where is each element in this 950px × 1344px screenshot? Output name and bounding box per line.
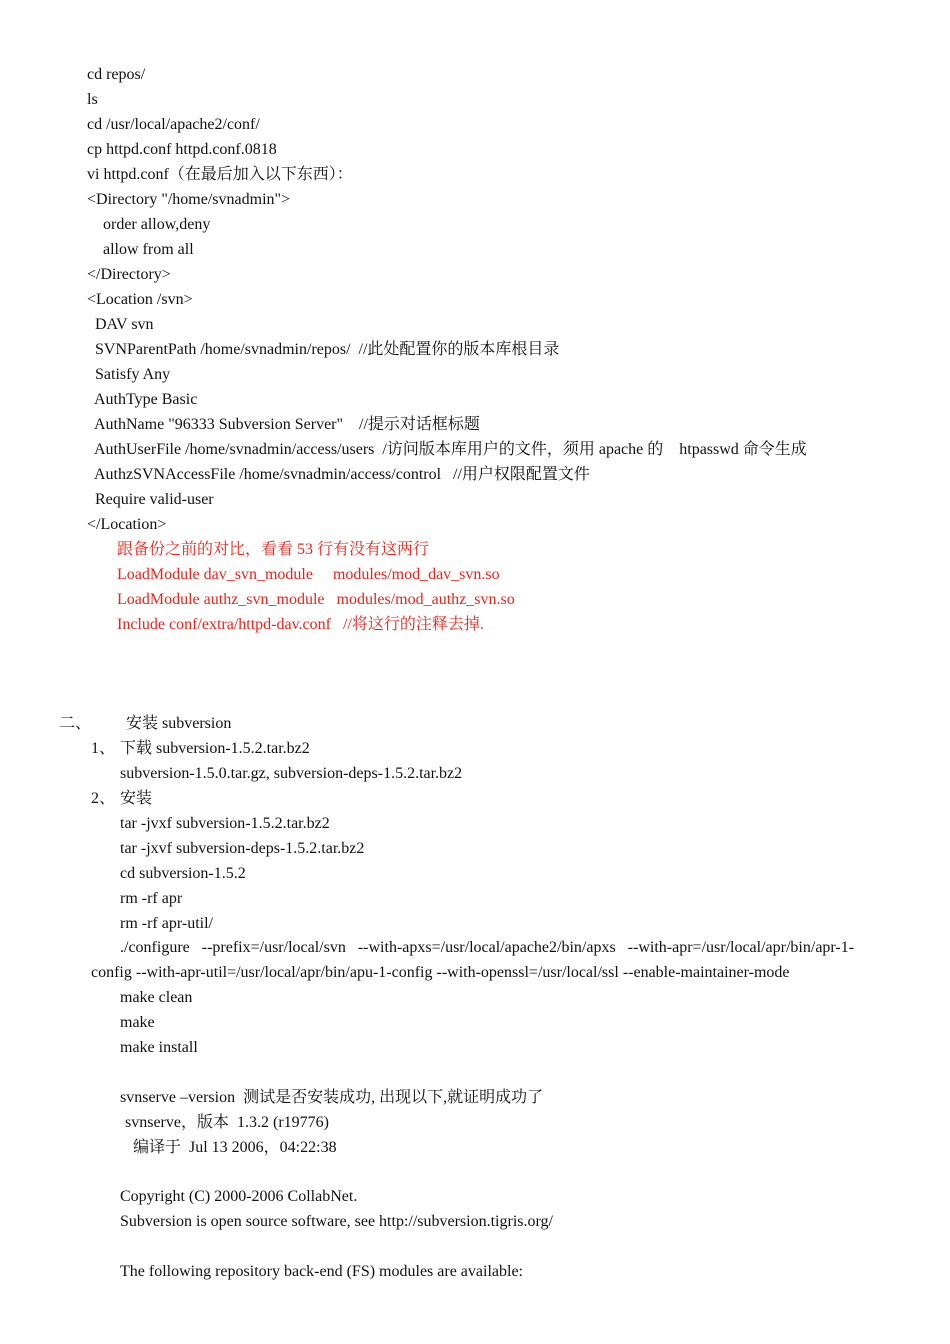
step-number: 1、 <box>91 740 116 757</box>
config-line: order allow,deny <box>103 216 211 233</box>
config-line: Satisfy Any <box>95 366 171 383</box>
step-title: 下载 subversion-1.5.2.tar.bz2 <box>120 740 310 757</box>
cmd-line: cd subversion-1.5.2 <box>120 865 246 882</box>
note-line: 跟备份之前的对比，看看 53 行有没有这两行 <box>117 541 430 558</box>
section-title: 安装 subversion <box>126 715 232 732</box>
cmd-line: rm -rf apr-util/ <box>120 915 213 932</box>
copyright-line: Copyright (C) 2000-2006 CollabNet. <box>120 1188 358 1205</box>
config-line: SVNParentPath /home/svnadmin/repos/ //此处配置你的版本库根目录 <box>95 341 560 358</box>
note-line: LoadModule authz_svn_module modules/mod_authz_svn.so <box>117 591 515 608</box>
cmd-line: tar -jxvf subversion-deps-1.5.2.tar.bz2 <box>120 840 365 857</box>
cmd-line: cd /usr/local/apache2/conf/ <box>87 116 260 133</box>
note-line: Include conf/extra/httpd-dav.conf //将这行的注释去掉. <box>117 616 484 633</box>
cmd-line: make install <box>120 1039 198 1056</box>
cmd-line: cd repos/ <box>87 66 146 83</box>
config-line: AuthName "96333 Subversion Server" //提示对话框标题 <box>94 416 480 433</box>
version-output: 编译于 Jul 13 2006，04:22:38 <box>133 1139 337 1156</box>
opensource-line: Subversion is open source software, see http://subversion.tigris.org/ <box>120 1213 553 1230</box>
version-output: svnserve，版本 1.3.2 (r19776) <box>125 1114 329 1131</box>
config-line: allow from all <box>103 241 194 258</box>
modules-line: The following repository back-end (FS) modules are available: <box>120 1263 523 1280</box>
note-line: LoadModule dav_svn_module modules/mod_dav_svn.so <box>117 566 500 583</box>
cmd-line: vi httpd.conf（在最后加入以下东西）： <box>87 166 353 183</box>
config-line: </Directory> <box>87 266 171 283</box>
version-cmd: svnserve –version 测试是否安装成功, 出现以下,就证明成功了 <box>120 1089 544 1106</box>
config-line: DAV svn <box>95 316 154 333</box>
cmd-line: rm -rf apr <box>120 890 183 907</box>
config-line: Require valid-user <box>95 491 214 508</box>
config-line: AuthUserFile /home/svnadmin/access/users /访问版本库用户的文件，须用 apache 的 htpasswd 命令生成 <box>94 441 807 458</box>
config-line: AuthType Basic <box>94 391 198 408</box>
cmd-line: make <box>120 1014 155 1031</box>
cmd-line: make clean <box>120 989 193 1006</box>
step-number: 2、 <box>91 790 116 807</box>
configure-line: config --with-apr-util=/usr/local/apr/bin/apu-1-config --with-openssl=/usr/local/ssl --enable-maintainer-mode <box>91 964 790 981</box>
cmd-line: cp httpd.conf httpd.conf.0818 <box>87 141 277 158</box>
cmd-line: tar -jvxf subversion-1.5.2.tar.bz2 <box>120 815 330 832</box>
configure-line: ./configure --prefix=/usr/local/svn --with-apxs=/usr/local/apache2/bin/apxs --with-apr=/usr/local/apr/bin/apr-1- <box>120 939 855 956</box>
config-line: AuthzSVNAccessFile /home/svnadmin/access/control //用户权限配置文件 <box>94 466 590 483</box>
config-line: <Location /svn> <box>87 291 193 308</box>
cmd-line: ls <box>87 91 98 108</box>
step-detail: subversion-1.5.0.tar.gz, subversion-deps-1.5.2.tar.bz2 <box>120 765 463 782</box>
step-title: 安装 <box>120 790 153 807</box>
config-line: <Directory "/home/svnadmin"> <box>87 191 291 208</box>
config-line: </Location> <box>87 516 167 533</box>
section-number: 二、 <box>59 715 92 732</box>
